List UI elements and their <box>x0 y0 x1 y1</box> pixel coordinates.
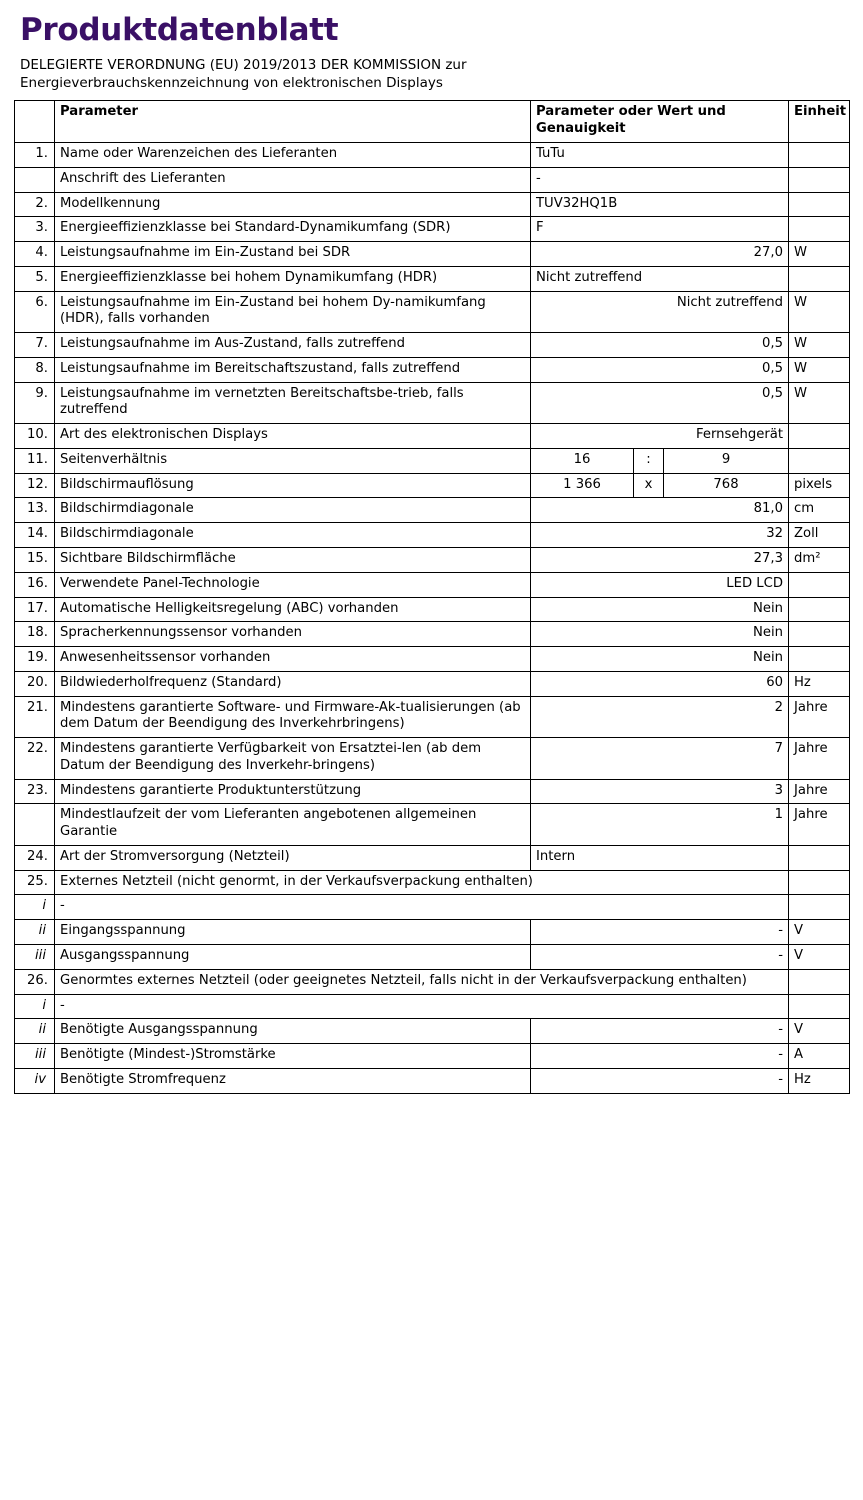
table-row <box>15 142 850 167</box>
subrow-value: - <box>531 1068 789 1093</box>
row-parameter: Energieeffizienzklasse bei hohem Dynamikumfang (HDR) <box>55 266 531 291</box>
table-row <box>15 647 850 672</box>
table-row-resolution <box>15 473 850 498</box>
subrow-unit: V <box>789 945 850 970</box>
external-psu-subrow <box>15 895 850 920</box>
row-value-a: 16 <box>531 448 634 473</box>
external-psu-subrow <box>15 920 850 945</box>
subrow-unit <box>789 895 850 920</box>
external-psu-subrow <box>15 945 850 970</box>
row-number: 6. <box>15 291 55 333</box>
table-row <box>15 738 850 780</box>
row-parameter: Bildschirmdiagonale <box>55 523 531 548</box>
standard-external-psu-subrow <box>15 1019 850 1044</box>
row-parameter: Verwendete Panel-Technologie <box>55 572 531 597</box>
row-unit <box>789 597 850 622</box>
table-row <box>15 291 850 333</box>
table-row <box>15 424 850 449</box>
row-number: 11. <box>15 448 55 473</box>
standard-external-psu-subrow <box>15 1044 850 1069</box>
row-unit: Jahre <box>789 738 850 780</box>
regulation-subtitle <box>20 57 849 93</box>
row-unit: dm² <box>789 548 850 573</box>
table-row <box>15 671 850 696</box>
row-value: Nicht zutreffend <box>531 266 789 291</box>
row-parameter: Modellkennung <box>55 192 531 217</box>
row-number: 2. <box>15 192 55 217</box>
row-value: 3 <box>531 779 789 804</box>
row-value: 0,5 <box>531 382 789 424</box>
subrow-unit: A <box>789 1044 850 1069</box>
row-number: 7. <box>15 333 55 358</box>
row-parameter: Art der Stromversorgung (Netzteil) <box>55 845 531 870</box>
table-header-row <box>15 101 850 143</box>
row-unit <box>789 192 850 217</box>
row-value-b: 768 <box>664 473 789 498</box>
header-unit-cell: Einheit <box>789 101 850 143</box>
row-unit <box>789 870 850 895</box>
row-number: 16. <box>15 572 55 597</box>
row-parameter: Name oder Warenzeichen des Lieferanten <box>55 142 531 167</box>
row-value: 27,3 <box>531 548 789 573</box>
subrow-unit <box>789 994 850 1019</box>
row-value-a: 1 366 <box>531 473 634 498</box>
row-number: 13. <box>15 498 55 523</box>
row-value: F <box>531 217 789 242</box>
row-parameter: Anwesenheitssensor vorhanden <box>55 647 531 672</box>
row-parameter: Leistungsaufnahme im Aus-Zustand, falls zutreffend <box>55 333 531 358</box>
row-number: 15. <box>15 548 55 573</box>
row-number: 14. <box>15 523 55 548</box>
standard-external-psu-subrow <box>15 994 850 1019</box>
row-parameter: Leistungsaufnahme im vernetzten Bereitschaftsbe-trieb, falls zutreffend <box>55 382 531 424</box>
row-value: 1 <box>531 804 789 846</box>
table-row <box>15 266 850 291</box>
subtitle-line-2: Energieverbrauchskennzeichnung von elektronischen Displays <box>20 74 443 91</box>
subrow-value: - <box>531 1019 789 1044</box>
row-number: 20. <box>15 671 55 696</box>
subrow-label: Ausgangsspannung <box>55 945 531 970</box>
row-unit <box>789 266 850 291</box>
row-value: Fernsehgerät <box>531 424 789 449</box>
header-number-cell <box>15 101 55 143</box>
row-unit <box>789 448 850 473</box>
subrow-marker: iii <box>15 1044 55 1069</box>
row-unit: W <box>789 382 850 424</box>
row-unit: Jahre <box>789 696 850 738</box>
standard-external-psu-header <box>15 969 850 994</box>
table-row <box>15 696 850 738</box>
row-unit: Jahre <box>789 804 850 846</box>
row-number: 1. <box>15 142 55 167</box>
header-parameter-cell: Parameter <box>55 101 531 143</box>
table-row <box>15 548 850 573</box>
subrow-marker: ii <box>15 920 55 945</box>
table-row <box>15 779 850 804</box>
row-number: 24. <box>15 845 55 870</box>
row-unit: cm <box>789 498 850 523</box>
subrow-label: Benötigte Stromfrequenz <box>55 1068 531 1093</box>
row-number: 18. <box>15 622 55 647</box>
row-parameter: Externes Netzteil (nicht genormt, in der Verkaufsverpackung enthalten) <box>55 870 789 895</box>
row-parameter: Energieeffizienzklasse bei Standard-Dynamikumfang (SDR) <box>55 217 531 242</box>
page-title: Produktdatenblatt <box>20 12 339 48</box>
datasheet-body <box>15 101 850 1093</box>
row-parameter: Mindestens garantierte Produktunterstützung <box>55 779 531 804</box>
row-value: - <box>531 167 789 192</box>
table-row <box>15 217 850 242</box>
row-unit <box>789 969 850 994</box>
row-value: Nein <box>531 647 789 672</box>
row-value: TUV32HQ1B <box>531 192 789 217</box>
row-unit: Jahre <box>789 779 850 804</box>
subtitle-line-1: DELEGIERTE VERORDNUNG (EU) 2019/2013 DER KOMMISSION zur <box>20 56 467 73</box>
standard-external-psu-subrow <box>15 1068 850 1093</box>
subrow-label: Benötigte Ausgangsspannung <box>55 1019 531 1044</box>
row-unit <box>789 167 850 192</box>
row-value: 60 <box>531 671 789 696</box>
row-number <box>15 167 55 192</box>
subrow-value: - <box>531 945 789 970</box>
subrow-label: Benötigte (Mindest-)Stromstärke <box>55 1044 531 1069</box>
row-parameter: Bildwiederholfrequenz (Standard) <box>55 671 531 696</box>
row-parameter: Automatische Helligkeitsregelung (ABC) vorhanden <box>55 597 531 622</box>
row-value: 2 <box>531 696 789 738</box>
row-parameter: Genormtes externes Netzteil (oder geeignetes Netzteil, falls nicht in der Verkaufsverpackung enthalten) <box>55 969 789 994</box>
table-row <box>15 597 850 622</box>
row-unit: W <box>789 333 850 358</box>
row-number: 4. <box>15 242 55 267</box>
external-psu-header <box>15 870 850 895</box>
row-parameter: Leistungsaufnahme im Ein-Zustand bei SDR <box>55 242 531 267</box>
subrow-label: - <box>55 994 789 1019</box>
table-row <box>15 242 850 267</box>
row-number: 12. <box>15 473 55 498</box>
row-value: 81,0 <box>531 498 789 523</box>
row-parameter: Sichtbare Bildschirmfläche <box>55 548 531 573</box>
subrow-value: - <box>531 920 789 945</box>
subrow-label: - <box>55 895 789 920</box>
subrow-unit: V <box>789 920 850 945</box>
row-value-b: 9 <box>664 448 789 473</box>
row-unit: W <box>789 291 850 333</box>
row-value: 7 <box>531 738 789 780</box>
row-unit: W <box>789 357 850 382</box>
row-parameter: Bildschirmdiagonale <box>55 498 531 523</box>
table-row <box>15 333 850 358</box>
row-parameter: Leistungsaufnahme im Bereitschaftszustand, falls zutreffend <box>55 357 531 382</box>
row-unit <box>789 572 850 597</box>
table-row <box>15 572 850 597</box>
datasheet-table <box>14 100 850 1093</box>
table-row <box>15 498 850 523</box>
row-number: 25. <box>15 870 55 895</box>
row-unit <box>789 845 850 870</box>
row-parameter: Leistungsaufnahme im Ein-Zustand bei hohem Dy-namikumfang (HDR), falls vorhanden <box>55 291 531 333</box>
subrow-label: Eingangsspannung <box>55 920 531 945</box>
row-value: Nein <box>531 597 789 622</box>
row-parameter: Art des elektronischen Displays <box>55 424 531 449</box>
row-value: 32 <box>531 523 789 548</box>
row-unit <box>789 622 850 647</box>
subrow-unit: V <box>789 1019 850 1044</box>
subrow-marker: ii <box>15 1019 55 1044</box>
row-unit: Hz <box>789 671 850 696</box>
table-row <box>15 167 850 192</box>
row-value: Intern <box>531 845 789 870</box>
row-parameter: Bildschirmauflösung <box>55 473 531 498</box>
subrow-unit: Hz <box>789 1068 850 1093</box>
row-number: 22. <box>15 738 55 780</box>
table-row-aspect-ratio <box>15 448 850 473</box>
header-value-cell: Parameter oder Wert und Genauigkeit <box>531 101 789 143</box>
table-row <box>15 192 850 217</box>
row-value-separator: : <box>634 448 664 473</box>
row-parameter: Mindestens garantierte Software- und Firmware-Ak-tualisierungen (ab dem Datum der Beendigung des Inverkehrbringens) <box>55 696 531 738</box>
row-number: 9. <box>15 382 55 424</box>
row-unit: pixels <box>789 473 850 498</box>
row-number: 10. <box>15 424 55 449</box>
table-row <box>15 382 850 424</box>
row-parameter: Anschrift des Lieferanten <box>55 167 531 192</box>
row-value: TuTu <box>531 142 789 167</box>
table-row <box>15 804 850 846</box>
row-number: 23. <box>15 779 55 804</box>
subrow-marker: iii <box>15 945 55 970</box>
row-value: LED LCD <box>531 572 789 597</box>
table-row <box>15 622 850 647</box>
row-number: 21. <box>15 696 55 738</box>
row-unit <box>789 142 850 167</box>
table-row <box>15 845 850 870</box>
row-number: 26. <box>15 969 55 994</box>
row-number <box>15 804 55 846</box>
row-unit: Zoll <box>789 523 850 548</box>
table-row <box>15 523 850 548</box>
row-parameter: Mindestlaufzeit der vom Lieferanten angebotenen allgemeinen Garantie <box>55 804 531 846</box>
row-number: 19. <box>15 647 55 672</box>
subrow-value: - <box>531 1044 789 1069</box>
row-unit <box>789 424 850 449</box>
row-value: 0,5 <box>531 333 789 358</box>
row-number: 8. <box>15 357 55 382</box>
row-unit <box>789 217 850 242</box>
row-number: 3. <box>15 217 55 242</box>
table-row <box>15 357 850 382</box>
row-value: 0,5 <box>531 357 789 382</box>
row-unit <box>789 647 850 672</box>
row-parameter: Seitenverhältnis <box>55 448 531 473</box>
row-number: 17. <box>15 597 55 622</box>
row-value: 27,0 <box>531 242 789 267</box>
subrow-marker: iv <box>15 1068 55 1093</box>
row-value: Nicht zutreffend <box>531 291 789 333</box>
subrow-marker: i <box>15 895 55 920</box>
row-unit: W <box>789 242 850 267</box>
subrow-marker: i <box>15 994 55 1019</box>
row-value: Nein <box>531 622 789 647</box>
row-number: 5. <box>15 266 55 291</box>
row-value-separator: x <box>634 473 664 498</box>
row-parameter: Mindestens garantierte Verfügbarkeit von Ersatztei-len (ab dem Datum der Beendigung des Inverkehr-bringens) <box>55 738 531 780</box>
row-parameter: Spracherkennungssensor vorhanden <box>55 622 531 647</box>
